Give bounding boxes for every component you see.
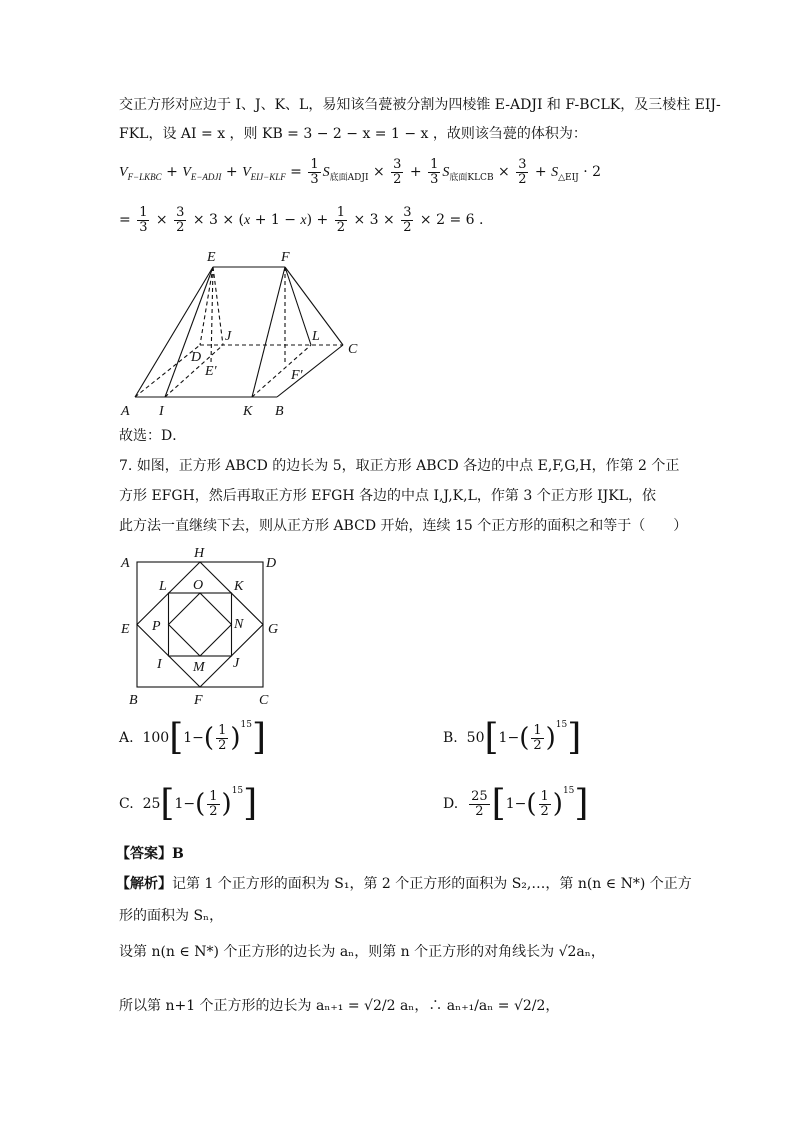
analysis-line3: 设第 n(n ∈ N*) 个正方形的边长为 aₙ，则第 n 个正方形的对角线长为 √2aₙ， <box>119 944 605 960</box>
option-d[interactable]: D. $\frac{25}{2}$ [ 1 − ( $\frac{1}{2}$ ) $^{15}$ ] <box>443 783 589 824</box>
fig1-label-L: L <box>312 329 320 344</box>
fig2-label-I: I <box>157 657 162 672</box>
question-line2: 方形 EFGH，然后再取正方形 EFGH 各边的中点 I,J,K,L，作第 3 个正方形 IJKL，依 <box>119 488 657 504</box>
option-a-label: A. <box>119 730 134 746</box>
fig1-label-K: K <box>243 404 253 419</box>
figure-chumeng <box>115 245 375 420</box>
fig2-label-H: H <box>194 546 205 561</box>
option-b-coef: 50 <box>466 730 485 746</box>
fig1-label-C: C <box>348 342 358 357</box>
analysis-text-1: 记第 1 个正方形的面积为 S₁，第 2 个正方形的面积为 S₂,…，第 n(n ∈ N*) 个正方 <box>172 876 692 892</box>
fig1-label-E-prime: E' <box>205 364 217 379</box>
prev-solution-line1: 交正方形对应边于 I、J、K、L，易知该刍甍被分割为四棱锥 E-ADJI 和 F-BCLK，及三棱柱 EIJ- <box>119 97 721 113</box>
option-b[interactable]: B. 50 [ 1 − ( $\frac{1}{2}$ ) $^{15}$ ] <box>443 717 582 758</box>
fig2-label-F: F <box>194 693 203 708</box>
question-line1 <box>119 458 679 475</box>
fig1-label-F-prime: F' <box>291 368 303 383</box>
prev-solution-line2: FKL，设 AI = x ，则 KB = 3 − 2 − x = 1 − x ，故则该刍甍的体积为： <box>119 126 587 142</box>
prev-answer-line: 故选：D． <box>119 428 187 444</box>
fig1-label-A: A <box>121 404 130 419</box>
fig2-label-K: K <box>234 579 244 594</box>
option-d-coef: $\frac{25}{2}$ <box>471 788 488 819</box>
figure-nested-squares <box>115 540 295 710</box>
question-line3: 此方法一直继续下去，则从正方形 ABCD 开始，连续 15 个正方形的面积之和等于（ ） <box>119 518 688 534</box>
fig1-label-F: F <box>281 250 290 265</box>
option-c[interactable]: C. 25 [ 1 − ( $\frac{1}{2}$ ) $^{15}$ ] <box>119 783 258 824</box>
question-text-1: 如图，正方形 ABCD 的边长为 5，取正方形 ABCD 各边的中点 E,F,G,H，作第 2 个正 <box>136 458 680 474</box>
option-d-label: D. <box>443 796 459 812</box>
fig2-label-L: L <box>159 579 167 594</box>
fig2-label-O: O <box>193 578 204 593</box>
analysis-tag: 【解析】 <box>116 876 172 892</box>
option-c-coef: 25 <box>142 796 161 812</box>
fig1-label-B: B <box>275 404 284 419</box>
fig2-label-N: N <box>234 617 244 632</box>
volume-formula-2: = $\frac{1}{3}$ × $\frac{3}{2}$ × 3 × (x + 1 − x) + $\frac{1}{2}$ × 3 × $\frac{3}{2}$ × 2 = 6 . <box>119 205 484 235</box>
option-c-label: C. <box>119 796 134 812</box>
volume-formula-1: $V_{F-LKBC} + V_{E-ADJI} + V_{EIJ-KLF}$ = $\frac{1}{3}$ $S_{底面ADJI}$ × $\frac{3}{2}$ + $\frac{1}{3}$ $S_{底面KLCB}$ × $\frac{3}{2}$ + $S_{\triangle EIJ} \cdot 2$ <box>119 157 602 187</box>
answer-line: 【答案】B <box>116 846 184 862</box>
analysis-line2: 形的面积为 Sₙ， <box>119 908 224 924</box>
option-b-label: B. <box>443 730 458 746</box>
option-a-coef: 100 <box>142 730 170 746</box>
question-number: 7. <box>119 458 133 474</box>
fig1-label-I: I <box>159 404 164 419</box>
analysis-line4: 所以第 n+1 个正方形的边长为 aₙ₊₁ = √2/2 aₙ，∴ aₙ₊₁/aₙ = √2/2， <box>119 998 560 1014</box>
analysis-line1 <box>116 876 692 893</box>
fig2-label-M: M <box>193 660 205 675</box>
fig2-label-E: E <box>121 622 130 637</box>
fig2-label-C: C <box>259 693 269 708</box>
fig2-label-G: G <box>268 622 279 637</box>
fig2-label-J: J <box>233 656 240 671</box>
fig1-label-E: E <box>207 250 216 265</box>
fig2-label-B: B <box>129 693 138 708</box>
fig1-label-J: J <box>225 329 232 344</box>
fig2-label-A: A <box>121 556 130 571</box>
fig2-label-D: D <box>266 556 277 571</box>
fig1-label-D: D <box>191 350 202 365</box>
fig2-label-P: P <box>152 619 161 634</box>
option-a[interactable]: A. 100 [ 1 − ( $\frac{1}{2}$ ) $^{15}$ ] <box>119 717 266 758</box>
